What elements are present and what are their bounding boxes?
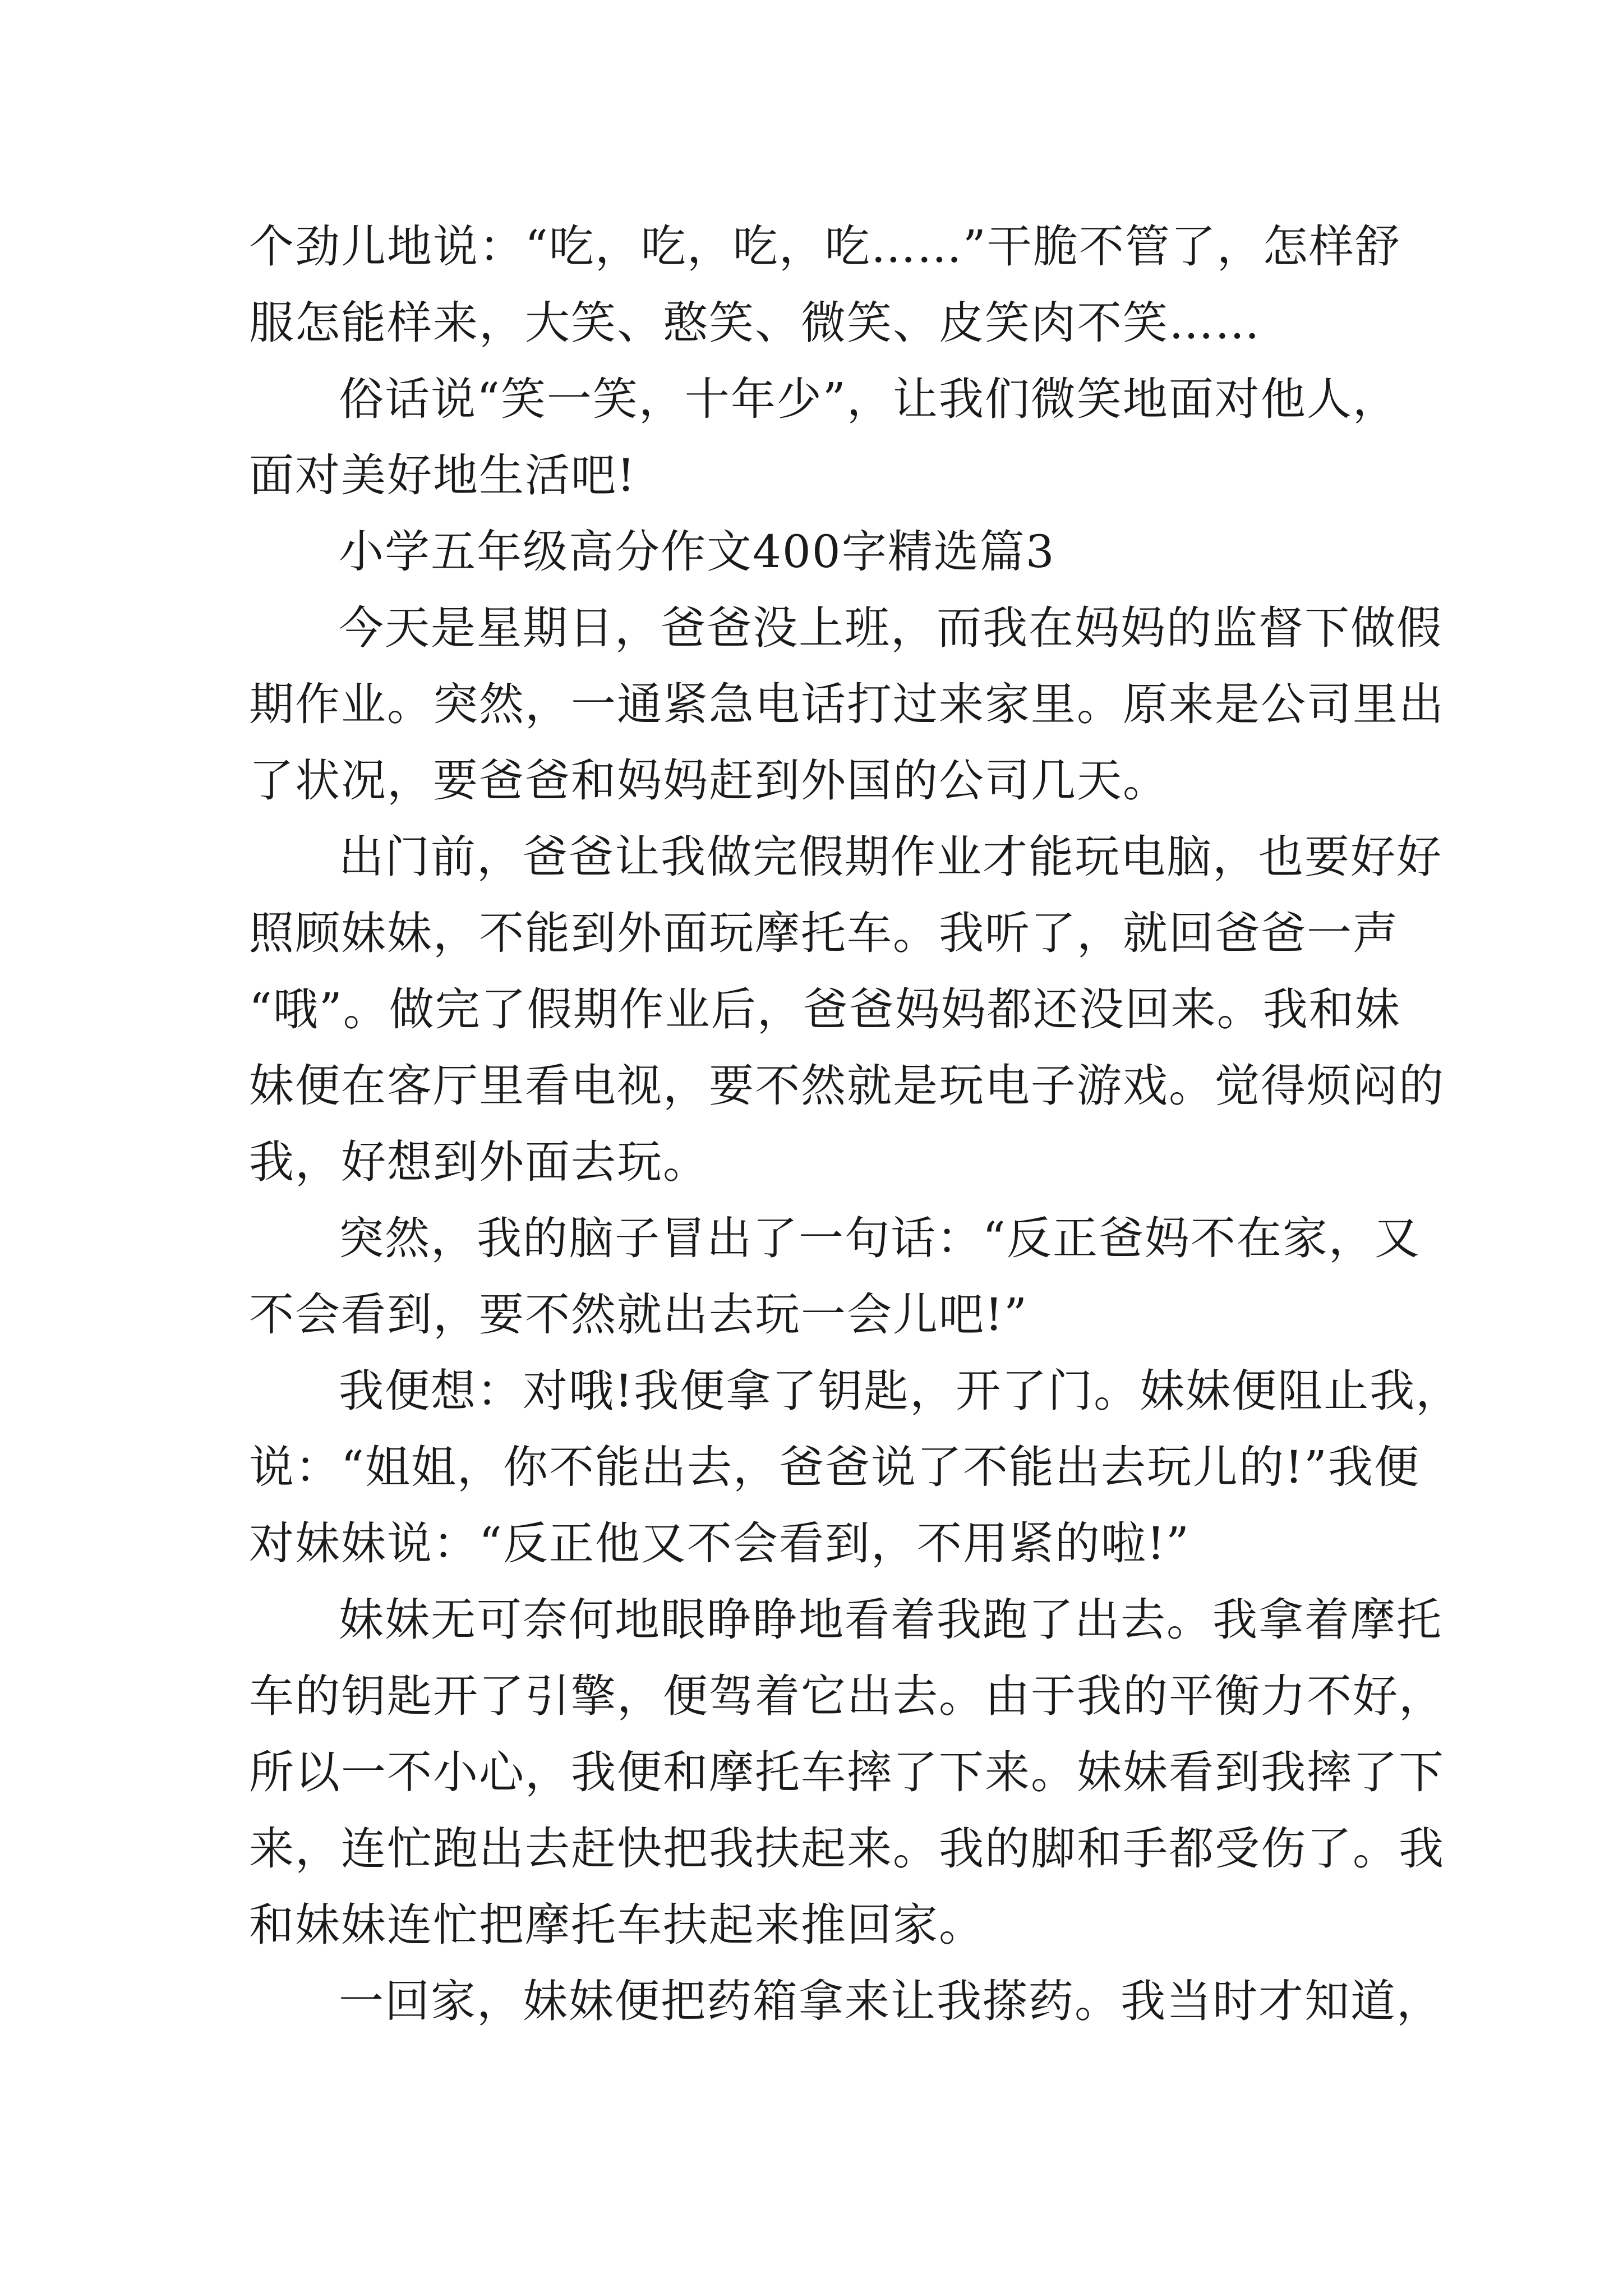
text-line: 面对美好地生活吧! (249, 449, 637, 501)
text-line: 一回家，妹妹便把药箱拿来让我搽药。我当时才知道， (339, 1975, 1442, 2027)
text-line: 说：“姐姐，你不能出去，爸爸说了不能出去玩儿的!”我便 (249, 1441, 1420, 1493)
text-line: 出门前，爸爸让我做完假期作业才能玩电脑，也要好好 (339, 831, 1442, 883)
document-body (249, 209, 1462, 2040)
text-line: 期作业。突然，一通紧急电话打过来家里。原来是公司里出 (249, 678, 1445, 730)
text-line: 车的钥匙开了引擎，便驾着它出去。由于我的平衡力不好， (249, 1670, 1445, 1722)
text-line: 和妹妹连忙把摩托车扶起来推回家。 (249, 1899, 985, 1951)
text-line: 我，好想到外面去玩。 (249, 1136, 709, 1188)
text-line: 我便想：对哦!我便拿了钥匙，开了门。妹妹便阻止我， (339, 1365, 1462, 1417)
text-line: 照顾妹妹，不能到外面玩摩托车。我听了，就回爸爸一声 (249, 907, 1399, 959)
text-line: 妹便在客厅里看电视，要不然就是玩电子游戏。觉得烦闷的 (249, 1060, 1445, 1112)
text-line: 突然，我的脑子冒出了一句话：“反正爸妈不在家，又 (339, 1212, 1421, 1264)
text-line: 所以一不小心，我便和摩托车摔了下来。妹妹看到我摔了下 (249, 1746, 1445, 1798)
section-heading: 小学五年级高分作文400字精选篇3 (339, 526, 1055, 578)
text-line: 俗话说“笑一笑，十年少”，让我们微笑地面对他人， (339, 373, 1399, 425)
text-line: 来，连忙跑出去赶快把我扶起来。我的脚和手都受伤了。我 (249, 1823, 1445, 1875)
text-line: 不会看到，要不然就出去玩一会儿吧!” (249, 1289, 1029, 1341)
text-line: 个劲儿地说：“吃，吃，吃，吃……”干脆不管了，怎样舒 (249, 220, 1401, 273)
text-line: 服怎能样来，大笑、憨笑、微笑、皮笑肉不笑…… (249, 297, 1261, 349)
text-line: 妹妹无可奈何地眼睁睁地看着我跑了出去。我拿着摩托 (339, 1594, 1442, 1646)
text-line: 今天是星期日，爸爸没上班，而我在妈妈的监督下做假 (339, 602, 1442, 654)
text-line: 对妹妹说：“反正他又不会看到，不用紧的啦!” (249, 1517, 1190, 1570)
text-line: “哦”。做完了假期作业后，爸爸妈妈都还没回来。我和妹 (249, 983, 1401, 1036)
text-line: 了状况，要爸爸和妈妈赶到外国的公司几天。 (249, 754, 1169, 807)
